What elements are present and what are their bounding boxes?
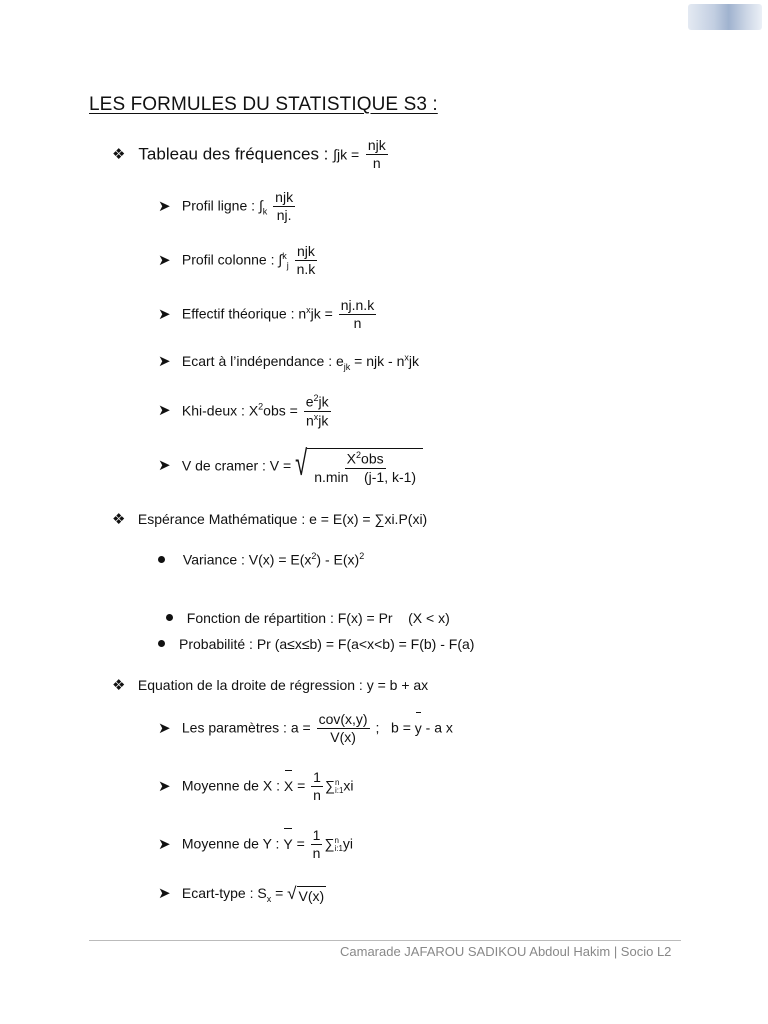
superscript: 2 [311, 551, 317, 561]
formula-text: e [305, 393, 314, 410]
square-root [287, 884, 326, 904]
formula-text: - a x [425, 719, 453, 736]
item-profil-colonne [158, 244, 319, 278]
fraction [311, 828, 323, 862]
arrow-icon: ➤ [158, 719, 171, 737]
item-repartition [158, 594, 450, 626]
numerator [304, 394, 331, 412]
x-mean: X [283, 777, 294, 794]
section-heading: Espérance Mathématique : [137, 511, 306, 527]
numerator [345, 451, 386, 469]
denominator: n.min (j-1, k-1) [314, 469, 417, 486]
item-v-cramer [158, 443, 423, 486]
fraction [295, 244, 318, 278]
superscript: n [334, 777, 340, 787]
item-label: Probabilité : Pr (a≤x≤b) = F(a<x<b) = F(b) - F(a) [179, 636, 475, 652]
numerator: njk [273, 190, 295, 207]
superscript: x [306, 304, 311, 315]
numerator: cov(x,y) [317, 712, 370, 729]
superscript: n [334, 835, 339, 845]
y-mean: y [414, 719, 422, 736]
formula-text: = [271, 885, 284, 901]
bullet-icon [166, 614, 173, 621]
diamond-icon: ❖ [112, 511, 126, 528]
superscript: x [404, 352, 409, 363]
subscript: jk [343, 361, 351, 372]
diamond-icon: ❖ [112, 146, 126, 164]
formula-text: obs = [263, 402, 298, 419]
item-label: Moyenne de Y : [181, 835, 280, 852]
fraction [339, 298, 376, 332]
item-ecart [158, 352, 419, 372]
logo [688, 4, 762, 30]
formula-text: X [346, 450, 357, 467]
numerator: 1 [311, 828, 323, 845]
section-regression [112, 676, 428, 694]
item-label: Variance : V(x) = E(x [182, 551, 312, 568]
denominator: V(x) [330, 729, 356, 746]
item-label: V de cramer : V = [181, 457, 292, 474]
subscript: k [262, 206, 268, 217]
superscript: x [313, 412, 319, 423]
item-label: Fonction de répartition : F(x) = Pr (X < x) [186, 610, 450, 626]
integral-symbol: ∫ [258, 197, 263, 214]
footer-divider [89, 940, 681, 941]
arrow-icon: ➤ [158, 251, 171, 269]
arrow-icon: ➤ [158, 777, 171, 795]
formula-text: ; b = [375, 719, 411, 736]
formula-text: n [305, 412, 314, 429]
section-heading: Tableau des fréquences : [138, 144, 329, 164]
section-frequences [112, 138, 390, 172]
item-moyenne-x [158, 770, 354, 804]
integral-symbol: ∫ [278, 251, 283, 268]
subscript: x [266, 893, 272, 904]
subscript: i:1 [334, 785, 344, 795]
fraction [366, 138, 388, 172]
formula-text: = [296, 835, 305, 852]
radicand [307, 448, 423, 485]
item-label: Moyenne de X : [181, 777, 280, 794]
section-heading: Equation de la droite de régression : y = b + ax [137, 677, 429, 693]
bullet-icon [158, 640, 165, 647]
item-moyenne-y [158, 828, 353, 862]
item-probabilite [158, 636, 474, 652]
item-profil-ligne [158, 190, 297, 224]
subscript: j [286, 260, 289, 271]
item-label: Effectif théorique : n [181, 305, 307, 322]
denominator: n [313, 787, 321, 804]
formula-text: e = E(x) = ∑xi.P(xi) [305, 511, 428, 527]
y-mean: Y [283, 835, 293, 852]
numerator: njk [295, 244, 317, 261]
item-effectif-theorique [158, 298, 378, 332]
radical-icon: √ [295, 443, 308, 484]
denominator: n [353, 315, 362, 332]
superscript: 2 [359, 551, 365, 561]
numerator: njk [366, 138, 388, 155]
formula-text: jk [318, 412, 329, 429]
superscript: 2 [258, 401, 264, 412]
arrow-icon: ➤ [158, 885, 171, 902]
item-ecart-type [158, 884, 326, 904]
formula-text: ∫jk = [333, 146, 360, 163]
formula-text: yi [342, 835, 354, 852]
fraction [273, 190, 295, 224]
denominator: n [372, 155, 381, 172]
superscript: k [282, 250, 287, 261]
formula-text: jk = [310, 305, 333, 322]
diamond-icon: ❖ [112, 677, 126, 694]
item-label: Profil colonne : [181, 251, 275, 268]
radicand: V(x) [298, 888, 325, 905]
formula-text: jk [408, 353, 419, 369]
footer-text: Camarade JAFAROU SADIKOU Abdoul Hakim | Socio L2 [340, 944, 672, 959]
item-label: Ecart-type : S [181, 885, 267, 901]
section-esperance [112, 510, 427, 528]
superscript: 2 [313, 393, 319, 403]
formula-text: = [297, 777, 306, 794]
denominator [304, 412, 330, 429]
item-label: Les paramètres : a = [181, 719, 311, 736]
denominator: n [312, 845, 321, 862]
formula-text: xi [343, 777, 354, 794]
denominator: n.k [296, 261, 316, 278]
fraction [312, 451, 418, 485]
radical-icon: √ [287, 884, 297, 904]
formula-text: jk [318, 393, 329, 410]
item-label: Khi-deux : X [181, 402, 259, 419]
square-root [295, 443, 423, 486]
formula-text: = njk - n [350, 353, 405, 369]
arrow-icon: ➤ [158, 457, 171, 475]
item-variance [158, 551, 364, 568]
sum-symbol: ∑ [324, 835, 335, 852]
formula-text: ) - E(x) [316, 551, 360, 568]
arrow-icon: ➤ [158, 353, 171, 370]
denominator: nj. [276, 207, 292, 224]
subscript: i:1 [334, 843, 343, 853]
superscript: 2 [356, 450, 362, 460]
formula-text: obs [361, 450, 384, 467]
arrow-icon: ➤ [158, 305, 171, 323]
item-parametres [158, 712, 453, 746]
fraction [317, 712, 370, 746]
item-label: Ecart à l’indépendance : e [181, 353, 344, 369]
fraction [311, 770, 323, 804]
arrow-icon: ➤ [158, 402, 171, 420]
numerator: nj.n.k [339, 298, 376, 315]
bullet-icon [158, 556, 165, 563]
item-label: Profil ligne : [181, 197, 256, 214]
fraction [304, 394, 331, 429]
numerator: 1 [311, 770, 323, 787]
arrow-icon: ➤ [158, 835, 171, 853]
item-khi-deux [158, 394, 333, 429]
sum-symbol: ∑ [324, 777, 335, 794]
page-title: LES FORMULES DU STATISTIQUE S3 : [89, 94, 438, 115]
arrow-icon: ➤ [158, 197, 171, 215]
